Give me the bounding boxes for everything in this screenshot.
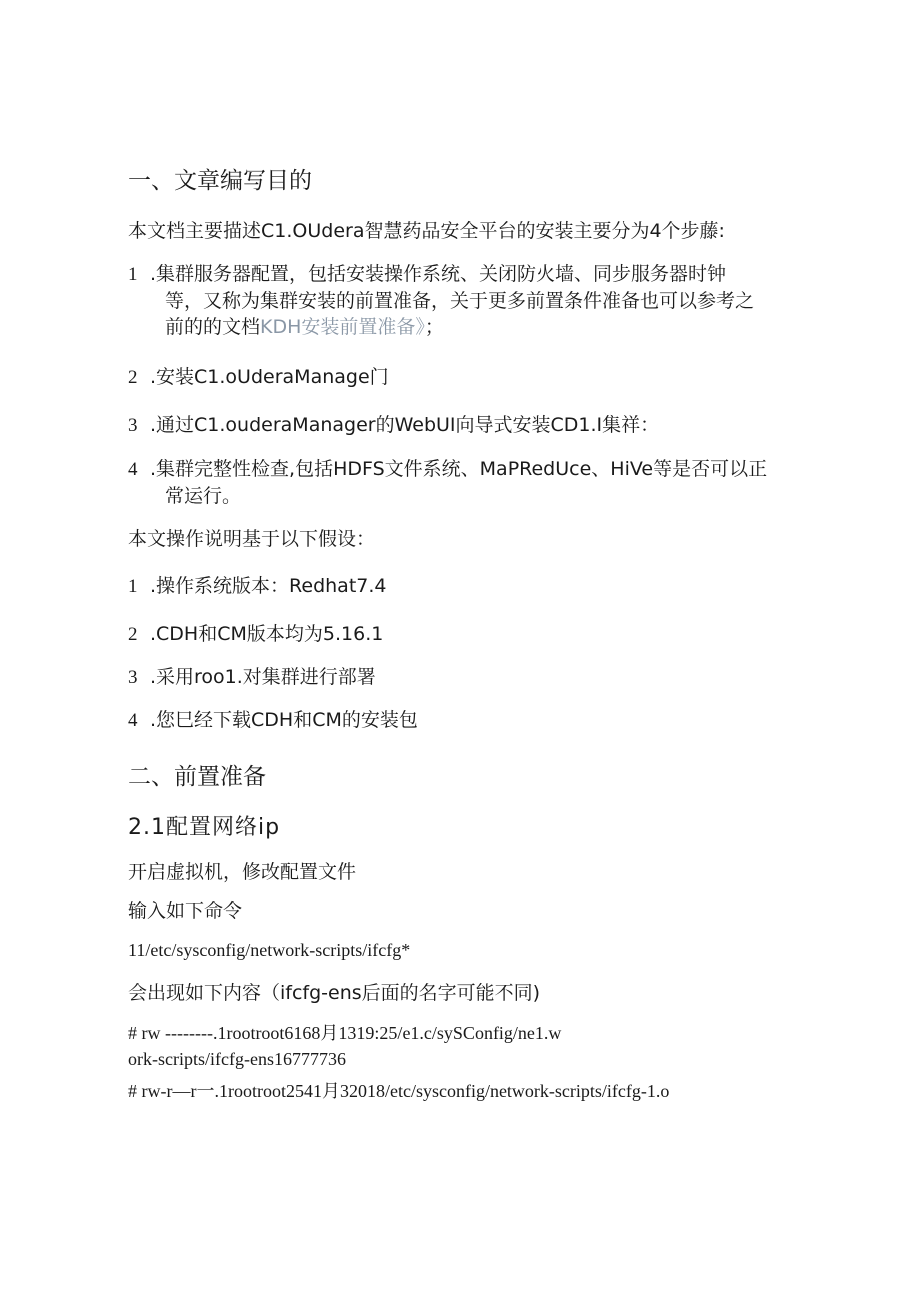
list-item [128, 456, 767, 483]
paragraph: 会出现如下内容（ifcfg-ens后面的名字可能不同) [128, 982, 541, 1004]
list-item [128, 573, 387, 600]
document-reference-link[interactable]: KDH安装前置准备》 [260, 316, 425, 338]
output-line: ork-scripts/ifcfg-ens16777736 [128, 1049, 346, 1069]
list-text: .集群完整性检查,包括HDFS文件系统、MaPRedUce、HiVe等是否可以正 [150, 458, 768, 480]
list-text: ； [424, 316, 444, 338]
list-item [128, 412, 659, 439]
list-number: 1 [128, 264, 138, 285]
list-text: .安装C1.oUderaManage门 [150, 366, 389, 388]
list-item [128, 364, 389, 391]
list-text: .您巳经下载CDH和CM的安装包 [150, 709, 418, 731]
list-number: 2 [128, 367, 138, 388]
section2-heading: 二、前置准备 [128, 764, 266, 790]
list-text: .CDH和CM版本均为5.16.1 [150, 623, 384, 645]
output-line: # rw --------.1rootroot6168月1319:25/e1.c/sySConfig/ne1.w [128, 1023, 562, 1043]
list-number: 4 [128, 459, 138, 480]
paragraph: 开启虚拟机，修改配置文件 [128, 861, 357, 883]
list-number: 4 [128, 710, 138, 731]
assumptions-intro: 本文操作说明基于以下假设： [128, 528, 376, 550]
list-text: 前的的文档 [165, 316, 261, 338]
list-item [128, 664, 376, 691]
paragraph: 输入如下命令 [128, 900, 243, 922]
list-text: .采用roo1.对集群进行部署 [150, 666, 376, 688]
list-continuation: 等，又称为集群安装的前置准备，关于更多前置条件准备也可以参考之 [165, 290, 755, 312]
output-line: # rw-r—r一.1rootroot2541月32018/etc/sysconfig/network-scripts/ifcfg-1.o [128, 1081, 670, 1101]
list-item [128, 261, 726, 288]
list-text: .操作系统版本：Redhat7.4 [150, 575, 387, 597]
list-text: .通过C1.ouderaManager的WebUI向导式安装CD1.I集祥： [150, 414, 660, 436]
command-line: 11/etc/sysconfig/network-scripts/ifcfg* [128, 940, 411, 960]
list-item [128, 621, 383, 648]
list-number: 3 [128, 667, 138, 688]
list-item [128, 707, 418, 734]
section1-intro: 本文档主要描述C1.OUdera智慧药品安全平台的安装主要分为4个步藤: [128, 220, 725, 242]
list-number: 3 [128, 415, 138, 436]
section2-subheading: 2.1配置网络ip [128, 815, 281, 840]
list-continuation [165, 314, 444, 340]
section1-heading: 一、文章编写目的 [128, 168, 312, 194]
list-number: 2 [128, 624, 138, 645]
list-number: 1 [128, 576, 138, 597]
list-text: .集群服务器配置，包括安装操作系统、关闭防火墙、同步服务器时钟 [150, 263, 727, 285]
list-continuation: 常运行。 [165, 485, 242, 507]
